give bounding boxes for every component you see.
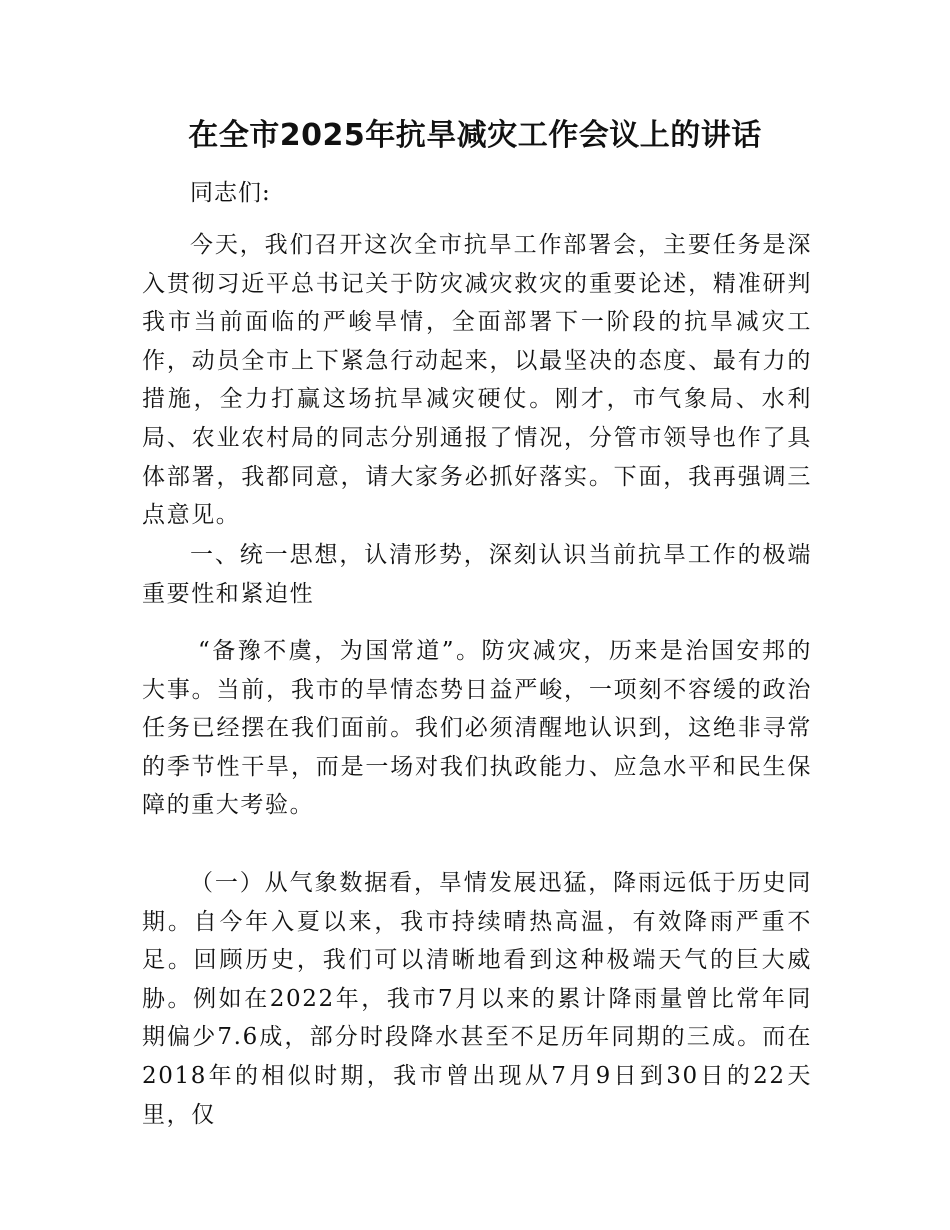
salutation: 同志们: — [190, 180, 271, 206]
page-title: 在全市2025年抗旱减灾工作会议上的讲话 — [188, 118, 762, 153]
paragraph-section-1: “备豫不虞，为国常道”。防灾减灾，历来是治国安邦的大事。当前，我市的旱情态势日益严峻，一项刻不容缓的政治任务已经摆在我们面前。我们必须清醒地认识到，这绝非寻常的季节性干旱，而是一场对我们执政能力、应急水平和民生保障的重大考验。 — [142, 638, 812, 819]
section-heading-1: 一、统一思想，认清形势，深刻认识当前抗旱工作的极端重要性和紧迫性 — [142, 542, 812, 607]
paragraph-intro: 今天，我们召开这次全市抗旱工作部署会，主要任务是深入贯彻习近平总书记关于防灾减灾救灾的重要论述，精准研判我市当前面临的严峻旱情，全面部署下一阶段的抗旱减灾工作，动员全市上下紧急行动起来，以最坚决的态度、最有力的措施，全力打赢这场抗旱减灾硬仗。刚才，市气象局、水利局、农业农村局的同志分别通报了情况，分管市领导也作了具体部署，我都同意，请大家务必抓好落实。下面，我再强调三点意见。 — [142, 232, 812, 529]
paragraph-subsection-1: （一）从气象数据看，旱情发展迅猛，降雨远低于历史同期。自今年入夏以来，我市持续晴热高温，有效降雨严重不足。回顾历史，我们可以清晰地看到这种极端天气的巨大威胁。例如在2022年，我市7月以来的累计降雨量曾比常年同期偏少7.6成，部分时段降水甚至不足历年同期的三成。而在2018年的相似时期，我市曾出现从7月9日到30日的22天里，仅 — [142, 870, 812, 1128]
